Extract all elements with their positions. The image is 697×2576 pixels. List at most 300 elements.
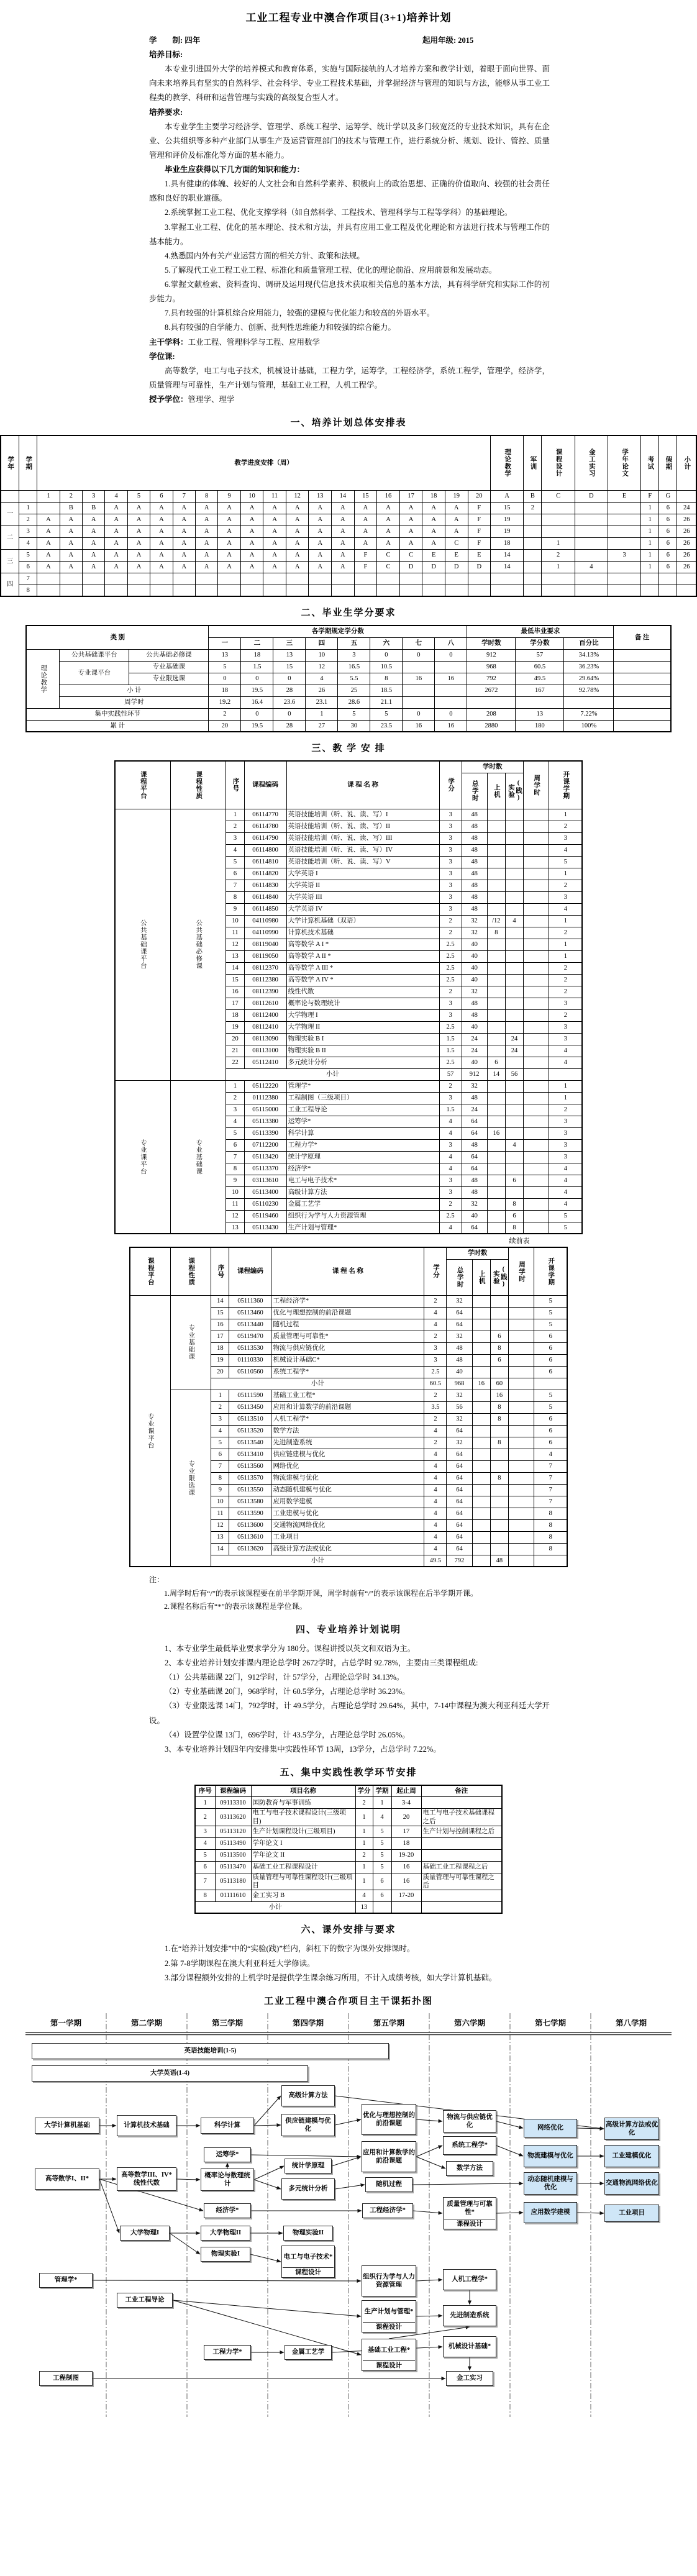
total-hours-cell: 40 (462, 1021, 487, 1033)
req-cell: 29.64% (564, 673, 614, 685)
credit-cell: 0 (370, 649, 403, 661)
credit-cell: 19.5 (241, 720, 273, 732)
practice-cell: 1 (355, 1861, 373, 1873)
experiment-hours-cell (505, 1009, 523, 1021)
week-cell: A (422, 526, 445, 537)
term-cell: 5 (534, 1307, 568, 1319)
code-cell: 06114780 (244, 821, 286, 832)
code-cell: 06114840 (244, 891, 286, 903)
credit-cell: 16.5 (338, 661, 370, 673)
week-cell: D (468, 561, 491, 573)
week-cell: A (377, 526, 400, 537)
week-cell (195, 573, 217, 585)
course-box (281, 2085, 335, 2106)
week-cell (105, 573, 127, 585)
week-cell: A (286, 502, 309, 514)
stat-cell (575, 514, 608, 526)
seq-cell: 10 (211, 1496, 229, 1508)
stat-cell: 6 (659, 502, 677, 514)
course-box-label: 物理实验I (211, 2251, 240, 2258)
computer-hours-cell: /12 (487, 915, 505, 927)
course-box (524, 2119, 577, 2137)
header-row (115, 761, 583, 773)
course-box (604, 2172, 659, 2195)
credit-cell: 3 (439, 891, 462, 903)
weekly-hours-cell (524, 844, 549, 856)
term-cell: 5 (534, 1401, 568, 1413)
weekly-hours-cell (524, 1139, 549, 1151)
vertical-label: 公共基础必修课 (195, 919, 203, 970)
code-cell: 04110980 (244, 915, 286, 927)
computer-hours-cell: 6 (487, 1057, 505, 1068)
goal-heading: 培养目标: (149, 50, 183, 59)
term-cell: 1 (549, 1080, 583, 1092)
week-cell: A (377, 514, 400, 526)
experiment-hours-cell (490, 1425, 508, 1437)
credit-row (26, 708, 671, 720)
graduate-item: 8.具有较强的自学能力、创新、批判性思维能力和较强的综合能力。 (165, 323, 396, 332)
course-box (204, 2345, 251, 2360)
nature-cell (171, 1390, 211, 1567)
course-box-label: 统计学原理 (291, 2162, 325, 2170)
total-hours-cell: 48 (462, 856, 487, 868)
weekly-hours-cell (508, 1531, 534, 1543)
vertical-label: 理论教学 (40, 664, 47, 693)
vertical-label: 学分 (432, 1264, 439, 1279)
course-box-label: 高级计算方法或优化 (606, 2121, 658, 2136)
seq-cell: 7 (226, 1151, 244, 1163)
stat-cell (677, 585, 696, 596)
remark-cell (614, 661, 671, 673)
course-box (120, 2226, 170, 2241)
subtotal-label: 小计 (226, 1068, 439, 1080)
experiment-hours-cell (505, 1080, 523, 1092)
row-label: 累 计 (26, 720, 209, 732)
week-cell: A (83, 549, 105, 561)
row-label: 集中实践性环节 (26, 708, 209, 720)
seq-cell: 18 (226, 1009, 244, 1021)
credit-cell: 2.5 (439, 1021, 462, 1033)
credit-cell: 4 (424, 1508, 447, 1519)
credit-cell (403, 661, 435, 673)
subtotal-cell: 49.5 (424, 1555, 447, 1567)
week-cell: A (127, 526, 150, 537)
stat-cell (575, 549, 608, 561)
term-cell: 2 (549, 821, 583, 832)
credit-cell: 5 (370, 708, 403, 720)
seq-cell: 5 (211, 1437, 229, 1449)
week-cell (263, 585, 286, 596)
vertical-label: 专业基础课 (188, 1324, 195, 1360)
practice-cell: 20 (391, 1809, 421, 1826)
code-cell: 05119470 (229, 1331, 271, 1342)
weekly-hours-cell (524, 903, 549, 915)
degree-award-text: 管理学、理学 (188, 395, 235, 404)
week-cell: A (83, 526, 105, 537)
vertical-label: 实验(践) (507, 780, 522, 802)
course-box-label: 系统工程学* (452, 2142, 488, 2149)
experiment-hours-cell (505, 939, 523, 950)
course-box-label: 概率论与数理统计 (204, 2172, 250, 2187)
credit-cell: 23.1 (306, 696, 338, 708)
subtotal-cell (524, 1068, 549, 1080)
seq-cell: 6 (211, 1449, 229, 1460)
credit-cell: 10 (306, 649, 338, 661)
course-name-cell: 优化与理想控制的前沿课题 (271, 1307, 424, 1319)
course-name-cell: 英语技能培训（听、说、读、写）I (286, 809, 439, 821)
term-row (1, 514, 696, 526)
stat-cell (659, 585, 677, 596)
seq-cell: 4 (226, 844, 244, 856)
vertical-label: 课程性质 (188, 1257, 195, 1286)
plan-description-item: （2）专业基础课 20门，968学时，计 60.5学分，占理论总学时 36.23%。 (165, 1687, 410, 1696)
practice-cell: 5 (373, 1861, 391, 1873)
course-name-cell: 工业工程导论 (286, 1104, 439, 1116)
stat-header (677, 435, 696, 490)
computer-hours-cell (487, 998, 505, 1009)
course-name-cell: 工业项目 (271, 1531, 424, 1543)
practice-cell: 国防教育与军事训练 (251, 1797, 355, 1809)
code-cell: 05112220 (244, 1080, 286, 1092)
main-subject-label: 主干学科： (149, 337, 188, 347)
credit-cell: 3 (439, 998, 462, 1009)
vertical-label: 军训 (529, 455, 537, 470)
week-cell: A (127, 549, 150, 561)
weekly-hours-cell (524, 821, 549, 832)
practice-cell: 1 (355, 1826, 373, 1837)
stat-cell: 6 (659, 549, 677, 561)
total-hours-cell: 48 (462, 809, 487, 821)
term-cell: 2 (549, 986, 583, 998)
course-box (283, 2226, 333, 2241)
course-box-label: 供应链建模与优化 (285, 2117, 331, 2132)
semester-label: 第六学期 (453, 2018, 485, 2028)
practice-cell: 电工与电子技术课程设计(三级项目) (251, 1809, 355, 1826)
year-cell: 一 (1, 502, 19, 526)
practice-cell: 6 (373, 1890, 391, 1901)
credit-cell: 16 (435, 673, 467, 685)
term-cell: 4 (534, 1449, 568, 1460)
vertical-label: 公共基础课平台 (139, 919, 147, 970)
week-cell: A (60, 561, 82, 573)
term-cell: 5 (549, 856, 583, 868)
term-cell: 6 (534, 1413, 568, 1425)
stat-cell: 1 (641, 549, 659, 561)
week-cell (263, 573, 286, 585)
seq-cell: 1 (226, 1080, 244, 1092)
total-hours-cell: 64 (462, 1163, 487, 1175)
credit-cell: 0 (273, 708, 306, 720)
experiment-hours-cell (505, 1163, 523, 1175)
weekly-hours-cell (524, 915, 549, 927)
platform-cell: 公共基础课平台 (60, 649, 129, 661)
computer-hours-cell (472, 1366, 490, 1378)
weekly-hours-cell (508, 1307, 534, 1319)
course-box-label: 管理学* (54, 2277, 78, 2284)
credit-cell: 15 (273, 661, 306, 673)
vertical-label: 假期 (665, 455, 672, 470)
weekly-hours-cell (524, 1151, 549, 1163)
practice-cell: 生产计划课程设计(三级项目) (251, 1826, 355, 1837)
credit-cell: 3 (439, 880, 462, 891)
computer-hours-cell (472, 1401, 490, 1413)
course-name-cell: 工程力学* (286, 1139, 439, 1151)
credit-row (26, 720, 671, 732)
stat-cell (542, 502, 575, 514)
code-cell: 05113380 (244, 1116, 286, 1127)
weekly-hours-cell (524, 939, 549, 950)
computer-hours-cell (487, 891, 505, 903)
seq-cell: 11 (226, 927, 244, 939)
week-cell (445, 573, 468, 585)
semester-header: 七 (403, 637, 435, 649)
practice-header: 序号 (195, 1785, 215, 1797)
section2-title: 二、毕业生学分要求 (301, 608, 396, 619)
credit-cell: 3 (439, 1139, 462, 1151)
total-hours-cell: 24 (462, 1033, 487, 1045)
seq-cell: 5 (226, 856, 244, 868)
term-cell: 1 (19, 502, 37, 514)
code-cell: C (542, 490, 575, 502)
total-hours-cell: 32 (462, 1198, 487, 1210)
section4-title: 四、专业培养计划说明 (295, 1624, 401, 1635)
credit-cell: 4 (424, 1496, 447, 1508)
stat-cell (677, 573, 696, 585)
computer-hours-cell (487, 1198, 505, 1210)
computer-hours-cell (487, 821, 505, 832)
req-cell: 7.22% (564, 708, 614, 720)
term-cell: 3 (549, 998, 583, 1009)
practice-cell (421, 1837, 502, 1849)
total-hours-cell: 64 (447, 1508, 472, 1519)
stat-cell (542, 514, 575, 526)
credit-cell: 2.5 (424, 1366, 447, 1378)
week-cell: A (354, 526, 377, 537)
week-cell: C (445, 537, 468, 549)
week-cell (354, 585, 377, 596)
code-cell: 05113610 (229, 1531, 271, 1543)
vertical-label: 学期 (25, 455, 32, 470)
course-box (443, 2269, 496, 2290)
computer-hours-cell (487, 844, 505, 856)
course-box-label: 动态随机建模与优化 (527, 2175, 573, 2191)
vertical-label: 开课学期 (547, 1257, 555, 1286)
credit-cell (435, 696, 467, 708)
week-cell: A (377, 502, 400, 514)
schooling-label: 学 制: 四年 (149, 36, 201, 45)
total-hours-cell: 64 (462, 1151, 487, 1163)
weekly-hours-cell (508, 1331, 534, 1342)
weekly-hours-cell (508, 1295, 534, 1307)
diagram-title: 工业工程中澳合作项目主干课拓扑图 (263, 1996, 433, 2006)
nature-header (171, 761, 226, 809)
week-cell: A (37, 561, 60, 573)
req-cell (516, 696, 564, 708)
subtotal-cell: 57 (439, 1068, 462, 1080)
stat-cell (524, 561, 542, 573)
semester-label: 第八学期 (615, 2018, 647, 2028)
stat-cell (575, 573, 608, 585)
nature-cell (171, 1295, 211, 1390)
week-cell: A (263, 514, 286, 526)
graduate-item: 3.掌握工业工程、优化的基本理论、技术和方法，并具有应用工业工程及优化理论和方法进行技术与管理工作的基本能力。 (149, 222, 550, 246)
course-row (115, 809, 583, 821)
week-cell (83, 573, 105, 585)
week-number: 14 (332, 490, 355, 502)
practice-cell: 4 (195, 1837, 215, 1849)
credit-cell: 4 (439, 1116, 462, 1127)
term-cell: 4 (549, 1186, 583, 1198)
total-hours-cell: 40 (462, 1210, 487, 1222)
stat-cell: 26 (677, 514, 696, 526)
credit-cell: 2 (439, 927, 462, 939)
credit-header (424, 1247, 447, 1295)
course-name-cell: 统计学原理 (286, 1151, 439, 1163)
code-row (1, 490, 696, 502)
req-cell (564, 696, 614, 708)
vertical-label: 专业限选课 (188, 1460, 195, 1496)
vertical-label: 学年 (7, 455, 14, 470)
practice-cell: 1 (195, 1797, 215, 1809)
course-name-cell: 工程制图（三级项目） (286, 1092, 439, 1104)
code-cell: 06114790 (244, 832, 286, 844)
course-name-cell: 物流与供应链优化 (271, 1342, 424, 1354)
req-cell: 2880 (467, 720, 516, 732)
course-name-cell: 物流建模与优化 (271, 1472, 424, 1484)
weekly-hours-cell (524, 1186, 549, 1198)
course-box (32, 2043, 389, 2059)
experiment-hours-cell: 8 (490, 1437, 508, 1449)
week-cell: A (105, 537, 127, 549)
weekly-hours-cell (524, 1116, 549, 1127)
subtotal-cell (508, 1555, 534, 1567)
computer-hours-cell (472, 1484, 490, 1496)
code-cell: 05113460 (229, 1307, 271, 1319)
week-cell: A (127, 561, 150, 573)
course-box (281, 2114, 335, 2136)
computer-hours-cell (487, 832, 505, 844)
stat-cell: 6 (659, 526, 677, 537)
graduate-item: 5.了解现代工业工程工业工程、标准化和质量管理工程、优化的理论前沿、应用前景和发展动态。 (165, 265, 497, 275)
graduate-item: 7.具有较强的计算机综合应用能力，较强的建模与优化能力和较高的外语水平。 (165, 309, 435, 318)
term-cell: 7 (19, 573, 37, 585)
experiment-hours-cell (505, 1021, 523, 1033)
platform-cell: 专业课平台 (60, 661, 129, 685)
subtotal-cell: 60 (490, 1378, 508, 1390)
teaching-plan-table-part2 (129, 1247, 568, 1567)
code-cell: 06114770 (244, 809, 286, 821)
credit-cell: 2.5 (439, 974, 462, 986)
week-cell: A (240, 537, 263, 549)
term-row (1, 573, 696, 585)
week-number: 8 (195, 490, 217, 502)
total-hours-cell: 40 (462, 962, 487, 974)
vertical-label: 课程平台 (147, 1257, 154, 1286)
course-name-cell: 质量管理与可靠性* (271, 1331, 424, 1342)
weekly-hours-cell (524, 986, 549, 998)
credit-cell: 3 (439, 1092, 462, 1104)
stat-cell (542, 585, 575, 596)
course-name-cell: 高级计算方法 (286, 1186, 439, 1198)
course-box (362, 2265, 416, 2296)
course-box (443, 2197, 496, 2229)
week-cell: C (399, 549, 422, 561)
term-cell: 8 (534, 1508, 568, 1519)
week-number: 7 (173, 490, 195, 502)
total-hours-cell: 64 (447, 1531, 472, 1543)
week-cell: A (37, 549, 60, 561)
platform-header (115, 761, 171, 809)
week-cell: A (332, 561, 355, 573)
term-cell: 3 (549, 1139, 583, 1151)
stat-cell (524, 585, 542, 596)
course-name-cell: 机械设计基础C* (271, 1354, 424, 1366)
week-cell (173, 585, 195, 596)
computer-hours-cell (487, 1092, 505, 1104)
practice-cell: 基础工业工程课程之后 (421, 1861, 502, 1873)
term-cell: 5 (19, 549, 37, 561)
course-box (604, 2145, 659, 2167)
experiment-hours-cell (490, 1366, 508, 1378)
course-box (365, 2177, 412, 2192)
req-cell: 968 (467, 661, 516, 673)
total-hours-cell: 48 (462, 1186, 487, 1198)
subtotal-label: 小计 (195, 1901, 355, 1913)
computer-hours-cell (487, 868, 505, 880)
credit-cell: 28 (273, 685, 306, 696)
course-design-label: 课程设计 (363, 2322, 415, 2331)
goal-text: 本专业引进国外大学的培养模式和教育体系，实施与国际接轨的人才培养方案和教学计划，着眼于面向世界、面向未来培养具有坚实的自然科学、社会科学、专业工程技术基础，并掌握经济与管理的知识与方法，能够从事工业工程类的教学、科研和运营管理与实践的高级复合型人才。 (149, 65, 550, 102)
experiment-hours-cell (505, 891, 523, 903)
practice-cell: 01111610 (215, 1890, 251, 1901)
term-cell: 6 (534, 1425, 568, 1437)
weekly-hours-cell (524, 1092, 549, 1104)
credit-cell: 0 (435, 708, 467, 720)
computer-hours-cell (487, 903, 505, 915)
seq-cell: 12 (226, 1210, 244, 1222)
week-cell: A (218, 502, 240, 514)
week-cell: A (240, 549, 263, 561)
practice-cell (421, 1890, 502, 1901)
credit-cell: 4 (424, 1472, 447, 1484)
table-cell (391, 1901, 421, 1913)
credit-cell: 27 (306, 720, 338, 732)
week-cell: A (309, 537, 332, 549)
weekly-hours-cell (524, 1127, 549, 1139)
seq-cell: 9 (226, 903, 244, 915)
req-cell: 13 (516, 708, 564, 720)
table-cell (19, 490, 37, 502)
nature-header (171, 1247, 211, 1295)
computer-hours-cell (472, 1496, 490, 1508)
seq-cell: 9 (211, 1484, 229, 1496)
seq-cell: 2 (211, 1401, 229, 1413)
credit-cell: 4 (424, 1531, 447, 1543)
category-header: 类 别 (26, 626, 209, 649)
graduate-item: 1.具有健康的体魄、较好的人文社会和自然科学素养、积极向上的政治思想、正确的价值取向、较强的社会责任感和良好的职业道德。 (149, 180, 550, 203)
term-cell: 6 (19, 561, 37, 573)
term-cell: 4 (549, 1045, 583, 1057)
code-cell: 05113440 (229, 1319, 271, 1331)
vertical-label: 实验(践) (492, 1266, 507, 1288)
week-cell (468, 585, 491, 596)
total-hours-cell: 48 (447, 1342, 472, 1354)
term-cell: 2 (549, 1009, 583, 1021)
code-cell: 06114820 (244, 868, 286, 880)
course-box (285, 2345, 332, 2360)
week-cell: A (105, 526, 127, 537)
practice-cell: 7 (195, 1873, 215, 1890)
